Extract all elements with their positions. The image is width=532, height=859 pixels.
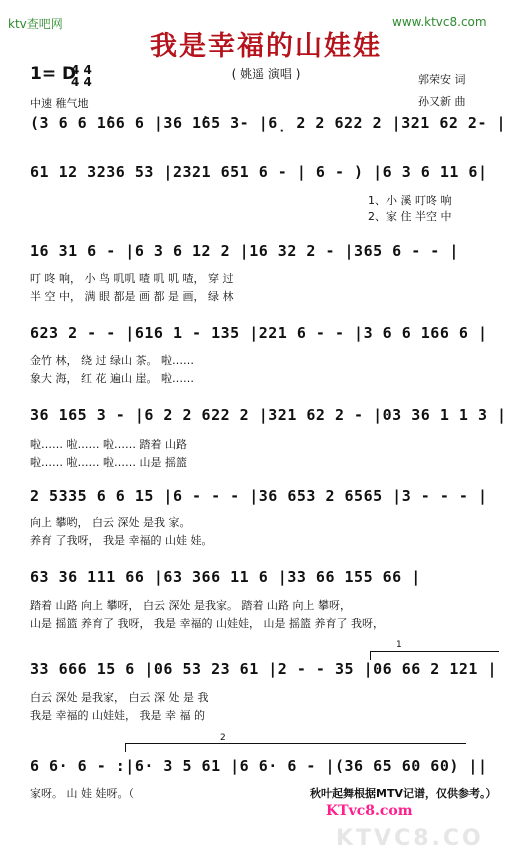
time-signature (71, 64, 92, 88)
lyric-7b: 山是 摇篮 养育了 我呀， 我是 幸福的 山娃娃， 山是 摇篮 养育了 我呀， (30, 617, 384, 630)
lyric-3a: 叮 咚 响， 小 鸟 叽叽 喳 叽 叽 喳， 穿 过 (30, 272, 234, 285)
tempo-marking: 中速 稚气地 (30, 97, 89, 110)
lyric-6a: 向上 攀哟， 白云 深处 是我 家。 (30, 516, 191, 529)
lyric-9: 家呀。 山 娃 娃呀。（ (30, 787, 134, 800)
score-line-4: 623 2 - - |616 1 - 135 |221 6 - - |3 6 6 166 6 | (30, 324, 488, 342)
watermark-top-right: www.ktvc8.com (392, 15, 487, 29)
lyric-2b: 2、家 住 半空 中 (368, 210, 452, 223)
score-line-7: 63 36 111 66 |63 366 11 6 |33 66 155 66 | (30, 568, 421, 586)
lyric-7a: 踏着 山路 向上 攀呀， 白云 深处 是我家。 踏着 山路 向上 攀呀， (30, 599, 351, 612)
ending-2-label: 2 (220, 733, 226, 743)
lyric-5a: 啦…… 啦…… 啦…… 踏着 山路 (30, 438, 187, 451)
lyricist: 郭荣安 词 (418, 73, 466, 86)
ending-bracket-2 (125, 743, 466, 752)
watermark-top-left: ktv查吧网 (8, 17, 63, 31)
lyric-2a: 1、小 溪 叮咚 响 (368, 194, 452, 207)
score-line-8: 33 666 15 6 |06 53 23 61 |2 - - 35 |06 66 2 121 | (30, 660, 498, 678)
footer-note: 秋叶起舞根据MTV记谱，仅供参考。） (310, 787, 497, 800)
lyric-3b: 半 空 中， 满 眼 都是 画 都 是 画， 绿 林 (30, 290, 234, 303)
song-title: 我是幸福的山娃娃 (150, 31, 382, 62)
key-signature: 1= D (30, 64, 77, 84)
score-line-9: 6 6· 6 - :|6· 3 5 61 |6 6· 6 - |(36 65 60 60) || (30, 757, 488, 775)
lyric-4a: 金竹 林， 绕 过 绿山 茶。 啦…… (30, 354, 194, 367)
singer: ( 姚遥 演唱 ) (231, 67, 301, 81)
score-line-1: (3 6 6 1̇66 6 |36 1̇65 3- |6̣ 2 2 622 2 |321 62 2- | (30, 114, 507, 132)
meter-bottom: 4 4 (71, 75, 92, 89)
meter-top: 4 4 (71, 63, 92, 77)
lyric-5b: 啦…… 啦…… 啦…… 山是 摇篮 (30, 456, 187, 469)
lyric-4b: 象大 海， 红 花 遍山 崖。 啦…… (30, 372, 194, 385)
ending-bracket-1 (370, 651, 499, 660)
score-line-2: 61 12 3236 53 |2321 651 6 - | 6 - ) |6 3 6 11 6| (30, 163, 488, 181)
watermark-bottom-ghost: KTVC8.CO (336, 826, 484, 851)
score-line-5: 36 165 3 - |6 2 2 622 2 |321 62 2 - |03 36 1 1 3 | (30, 406, 507, 424)
lyric-6b: 养育 了我呀， 我是 幸福的 山娃 娃。 (30, 534, 213, 547)
composer: 孙又新 曲 (418, 95, 466, 108)
lyric-8a: 白云 深处 是我家， 白云 深 处 是 我 (30, 691, 209, 704)
watermark-bottom: KTvc8.com (326, 803, 413, 819)
lyric-8b: 我是 幸福的 山娃娃， 我是 幸 福 的 (30, 709, 205, 722)
ending-1-label: 1 (396, 640, 402, 650)
score-line-6: 2 5335 6 6 15 |6 - - - |36 653 2 6565 |3 - - - | (30, 487, 488, 505)
score-line-3: 16 31 6 - |6 3 6 12 2 |16 32 2 - |365 6 - - | (30, 242, 459, 260)
